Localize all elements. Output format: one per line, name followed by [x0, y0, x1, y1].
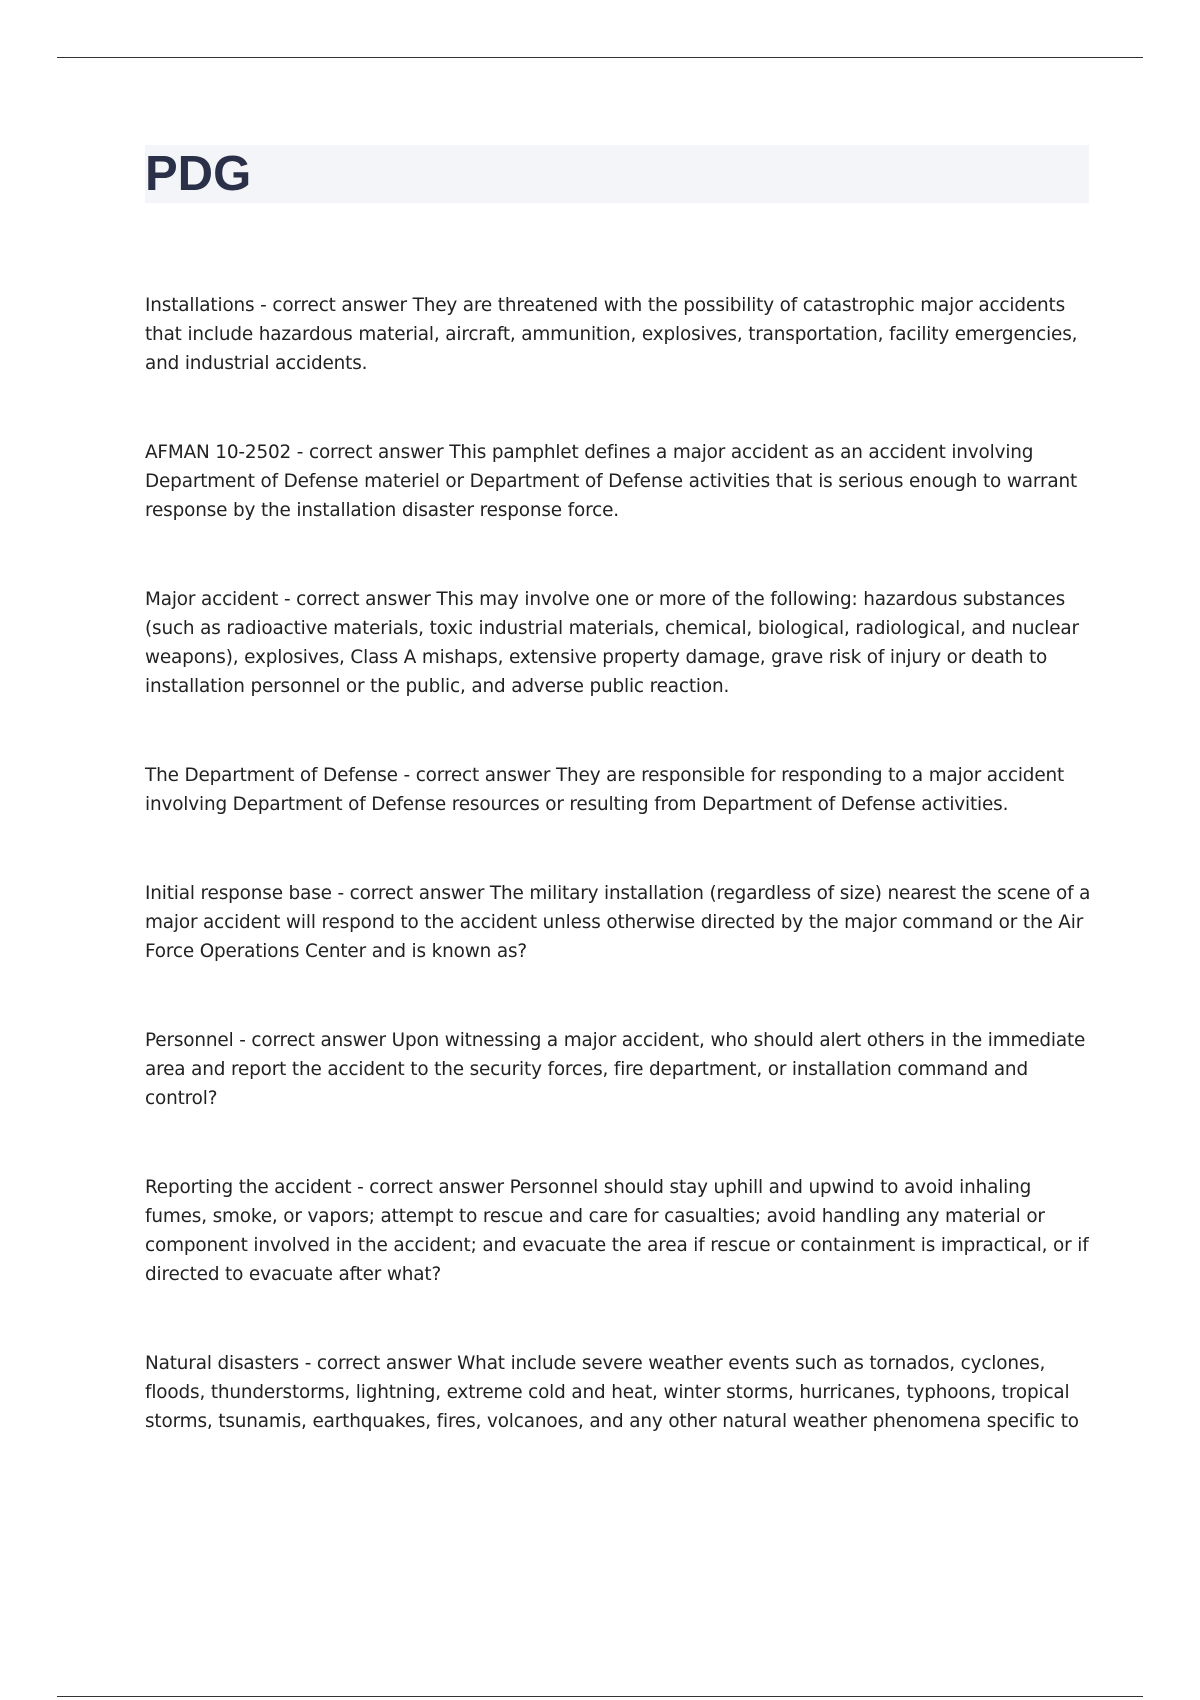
- page-title: PDG: [145, 147, 252, 201]
- qa-entry: Personnel - correct answer Upon witnessing a major accident, who should alert others in the immediate area and report the accident to the security forces, fire department, or installation command and control?: [145, 1030, 1086, 1109]
- title-band: [145, 145, 1089, 203]
- qa-entry: Reporting the accident - correct answer Personnel should stay uphill and upwind to avoid inhaling fumes, smoke, or vapors; attempt to rescue and care for casualties; avoid handling any material or component involved in the accident; and evacuate the area if rescue or containment is impractical, or if directed to evacuate after what?: [145, 1177, 1089, 1285]
- qa-entry: Major accident - correct answer This may involve one or more of the following: hazardous substances (such as radioactive materials, toxic industrial materials, chemical, biological, radiological, and nuclear weapons), explosives, Class A mishaps, extensive property damage, grave risk of injury or death to installation personnel or the public, and adverse public reaction.: [145, 589, 1079, 697]
- bottom-divider: [57, 1696, 1143, 1697]
- document-body: [145, 291, 1095, 1496]
- qa-entry: AFMAN 10-2502 - correct answer This pamphlet defines a major accident as an accident involving Department of Defense materiel or Department of Defense activities that is serious enough to warrant response by the installation disaster response force.: [145, 442, 1078, 521]
- qa-entry: The Department of Defense - correct answer They are responsible for responding to a major accident involving Department of Defense resources or resulting from Department of Defense activities.: [145, 765, 1065, 815]
- qa-entry: Installations - correct answer They are threatened with the possibility of catastrophic major accidents that include hazardous material, aircraft, ammunition, explosives, transportation, facility emergencies, and industrial accidents.: [145, 295, 1078, 374]
- top-divider: [57, 57, 1143, 58]
- qa-entry: Initial response base - correct answer The military installation (regardless of size) nearest the scene of a major accident will respond to the accident unless otherwise directed by the major command or the Air Force Operations Center and is known as?: [145, 883, 1091, 962]
- qa-entry: Natural disasters - correct answer What include severe weather events such as tornados, cyclones, floods, thunderstorms, lightning, extreme cold and heat, winter storms, hurricanes, typhoons, tropical storms, tsunamis, earthquakes, fires, volcanoes, and any other natural weather phenomena specific to: [145, 1353, 1079, 1432]
